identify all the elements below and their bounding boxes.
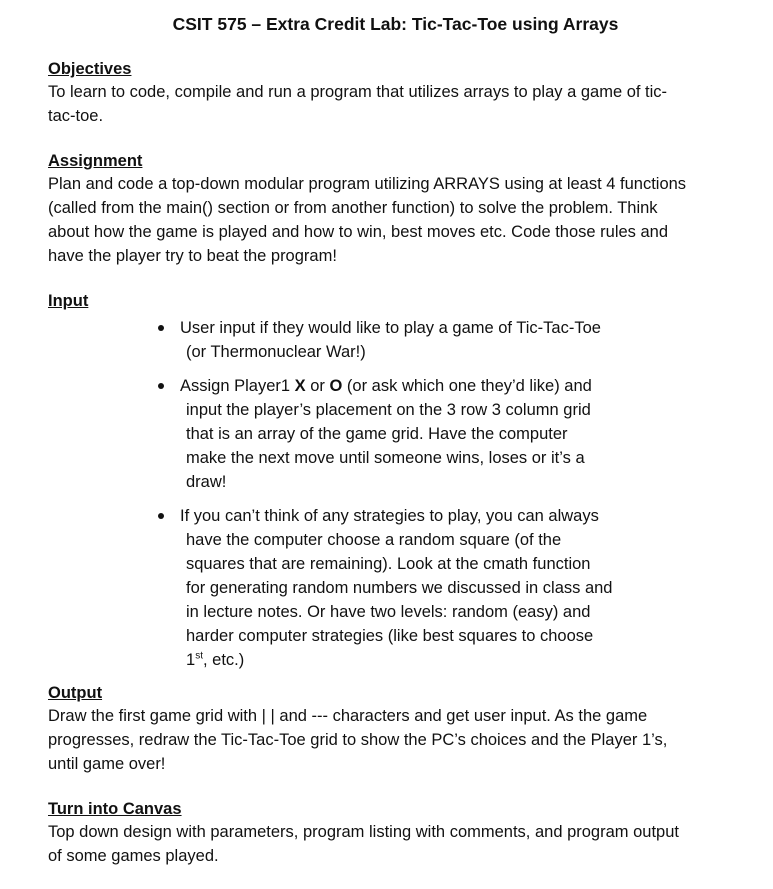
bullet-line: that is an array of the game grid. Have the computer (186, 425, 568, 443)
output-text (48, 704, 763, 776)
bullet-icon (158, 383, 164, 389)
objectives-line: tac-toe. (48, 107, 104, 125)
bullet-line: squares that are remaining). Look at the cmath function (186, 555, 591, 573)
output-line: until game over! (48, 755, 166, 773)
bullet-line: have the computer choose a random square (of the (186, 531, 562, 549)
output-line: progresses, redraw the Tic-Tac-Toe grid to show the PC’s choices and the Player 1’s, (48, 731, 668, 749)
bullet-line: for generating random numbers we discussed in class and (186, 579, 613, 597)
bullet-text: , etc.) (202, 651, 245, 669)
bullet-line: draw! (186, 473, 227, 491)
bullet-text: (or ask which one they’d like) and (342, 377, 592, 395)
bullet-icon (158, 325, 164, 331)
input-bullet-list (48, 316, 658, 672)
bullet-line: User input if they would like to play a game of Tic-Tac-Toe (180, 319, 601, 337)
turn-in-heading: Turn into Canvas (48, 800, 182, 818)
ordinal-superscript: st (195, 650, 203, 662)
output-line: Draw the first game grid with | | and --- characters and get user input. As the game (48, 707, 648, 725)
assignment-line: Plan and code a top-down modular program utilizing ARRAYS using at least 4 functions (48, 175, 687, 193)
turn-in-text (48, 820, 763, 868)
document-title: CSIT 575 – Extra Credit Lab: Tic-Tac-Toe using Arrays (172, 14, 619, 34)
turn-in-section (48, 798, 763, 868)
bullet-line: input the player’s placement on the 3 row 3 column grid (186, 401, 591, 419)
bullet-line: harder computer strategies (like best squares to choose (186, 627, 594, 645)
turn-in-line: of some games played. (48, 847, 219, 865)
input-bullet-2 (158, 374, 658, 494)
input-section (48, 290, 763, 672)
input-bullet-1 (158, 316, 658, 364)
bullet-text: Assign Player1 (180, 377, 295, 395)
bullet-line: make the next move until someone wins, loses or it’s a (186, 449, 585, 467)
bullet-line (180, 648, 658, 672)
input-heading: Input (48, 292, 89, 310)
assignment-line: (called from the main() section or from another function) to solve the problem. Think (48, 199, 658, 217)
bullet-text: 1 (186, 651, 196, 669)
output-section (48, 682, 763, 776)
x-mark-text: X (294, 377, 306, 395)
output-heading: Output (48, 684, 103, 702)
input-bullet-3 (158, 504, 658, 672)
objectives-heading: Objectives (48, 60, 132, 78)
bullet-text: or (305, 377, 330, 395)
assignment-text (48, 172, 763, 268)
document-page (48, 12, 763, 868)
assignment-line: about how the game is played and how to win, best moves etc. Code those rules and (48, 223, 669, 241)
objectives-section (48, 58, 763, 128)
o-mark-text: O (329, 377, 343, 395)
objectives-text (48, 80, 763, 128)
bullet-line: (or Thermonuclear War!) (186, 343, 366, 361)
assignment-section (48, 150, 763, 268)
bullet-icon (158, 513, 164, 519)
bullet-line: in lecture notes. Or have two levels: random (easy) and (186, 603, 591, 621)
assignment-heading: Assignment (48, 152, 143, 170)
turn-in-line: Top down design with parameters, program listing with comments, and program output (48, 823, 679, 841)
assignment-line: have the player try to beat the program! (48, 247, 337, 265)
bullet-line (180, 374, 658, 398)
bullet-line: If you can’t think of any strategies to play, you can always (180, 507, 599, 525)
objectives-line: To learn to code, compile and run a program that utilizes arrays to play a game of tic- (48, 83, 668, 101)
